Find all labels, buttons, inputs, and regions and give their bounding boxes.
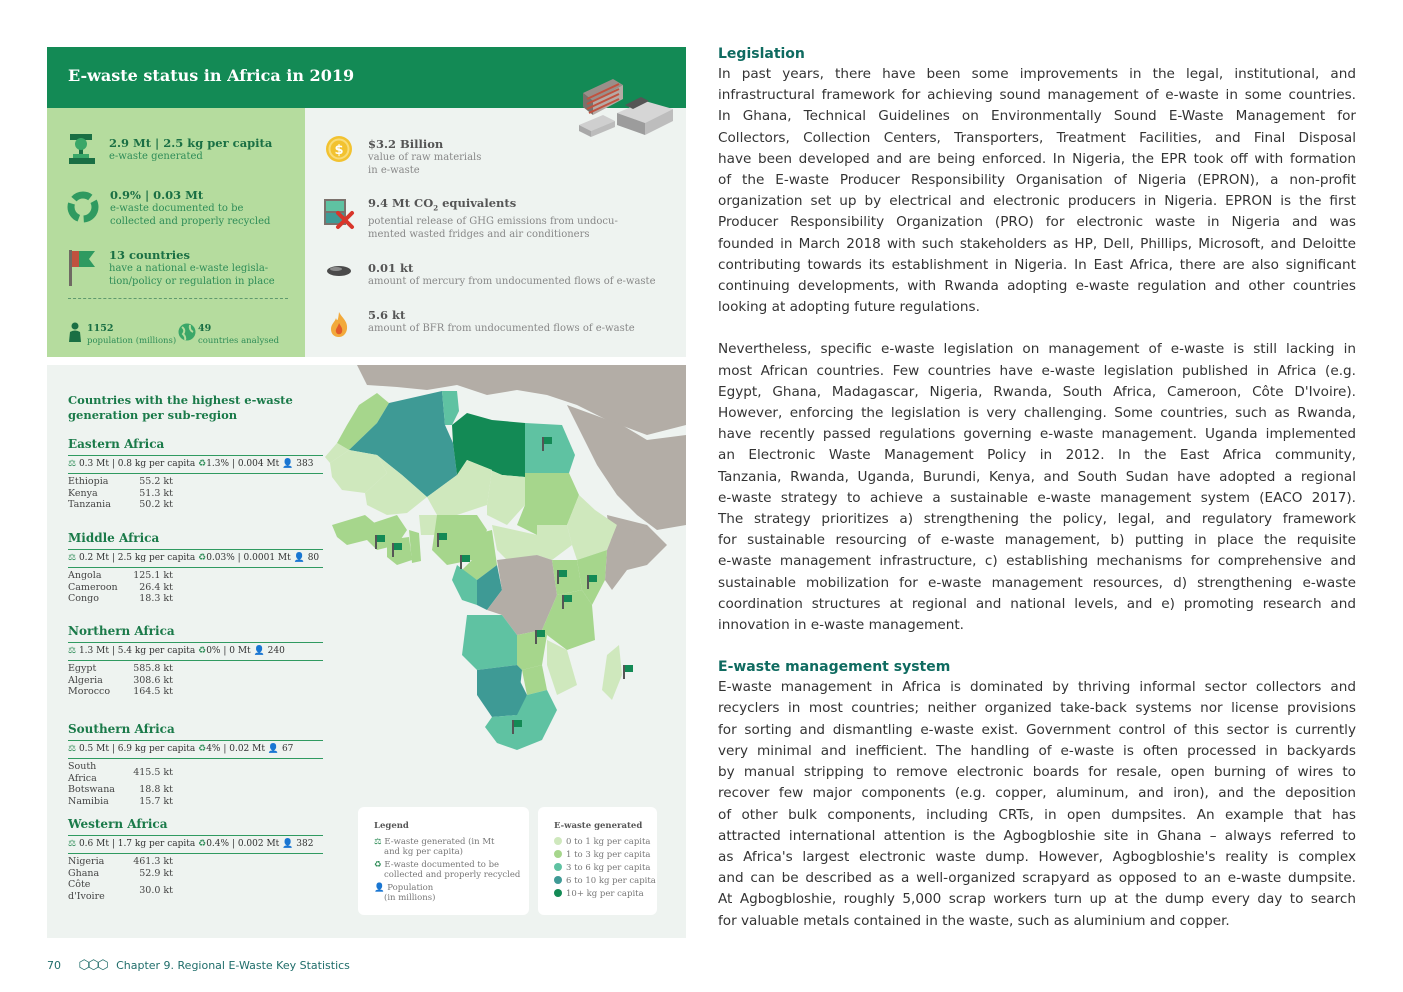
- table-row: [68, 593, 173, 605]
- scale-swatch: [554, 837, 562, 845]
- country-value: 18.3 kt: [139, 593, 173, 604]
- country-name: Côte d'Ivoire: [68, 879, 105, 902]
- text-line: organization set up by electrical and electronic producers in Nigeria. EPRON is the first: [718, 193, 1356, 210]
- text-line: e-waste management infrastructure, c) establishing mechanisms for comprehensive and: [718, 553, 1356, 570]
- country-name: Morocco: [68, 686, 111, 697]
- text-line: continuing developments, with Rwanda adopting e-waste regulation and other countries: [718, 278, 1356, 295]
- map-south-sudan: [537, 525, 572, 560]
- fire-icon: [328, 310, 350, 338]
- map-cote-divoire: [387, 537, 412, 565]
- key-stats-green: [47, 108, 305, 357]
- map-egypt: [525, 423, 575, 473]
- scale-item: [554, 850, 650, 860]
- legend-generated-1: E-waste generated (in Mt: [384, 837, 495, 847]
- text-line: of other bulk components, including CRTs, in open dumpsites. An example that has: [718, 806, 1356, 823]
- documented-desc-2: collected and properly recycled: [110, 216, 271, 227]
- region-population: 382: [296, 839, 314, 849]
- fridge-icon: [322, 197, 356, 231]
- region-population: 240: [267, 646, 285, 656]
- article: [718, 44, 1356, 932]
- country-name: Botswana: [68, 784, 115, 795]
- legend-generated-2: and kg per capita): [384, 847, 464, 857]
- country-name: Ghana: [68, 867, 100, 879]
- recycle-icon: ♻: [374, 860, 382, 870]
- legend-population-1: Population: [387, 883, 434, 893]
- country-name: Namibia: [68, 795, 109, 807]
- bfr-desc: amount of BFR from undocumented flows of e-waste: [368, 323, 635, 334]
- table-row: [68, 476, 173, 488]
- country-name: Tanzania: [68, 499, 111, 510]
- paragraph-legislation-1: [718, 64, 1356, 318]
- text-line: for valuable metals contained in the waste, such as aluminium and copper.: [718, 912, 1230, 929]
- scale-icon-small: ⚖: [68, 839, 77, 849]
- page-number: 70: [47, 959, 61, 972]
- region-western-africa: [68, 817, 323, 902]
- scale-label: 10+ kg per capita: [566, 889, 644, 899]
- region-recycled: 0.4% | 0.002 Mt: [206, 839, 280, 849]
- region-name: Middle Africa: [68, 531, 160, 545]
- countries-desc-2: tion/policy or regulation in place: [109, 276, 275, 287]
- region-generated: 0.3 Mt | 0.8 kg per capita: [78, 459, 196, 469]
- population-desc: population (millions): [87, 336, 177, 346]
- country-name: Algeria: [68, 674, 103, 686]
- table-row: [68, 570, 173, 582]
- person-icon-small: 👤: [293, 553, 305, 563]
- region-generated: 1.3 Mt | 5.4 kg per capita: [78, 646, 196, 656]
- country-value: 30.0 kt: [139, 884, 173, 896]
- section-title-management: E-waste management system: [718, 659, 951, 676]
- scale-swatch: [554, 889, 562, 897]
- legend-title: Legend: [374, 821, 409, 831]
- person-icon-small: 👤: [282, 459, 294, 469]
- page-footer: [47, 958, 350, 973]
- recycle-icon-small: ♻: [198, 646, 207, 656]
- analysed-desc: countries analysed: [198, 336, 280, 346]
- ghg-desc-1: potential release of GHG emissions from undocu-: [368, 216, 618, 228]
- country-value: 308.6 kt: [133, 674, 173, 686]
- region-population: 67: [281, 744, 294, 754]
- text-line: looking at adopting future regulations.: [718, 299, 980, 316]
- text-line: very minimal and inefficient. The handling of e-waste is often processed in backyards: [718, 742, 1356, 759]
- scale-icon-small: ⚖: [68, 646, 77, 656]
- region-name: Eastern Africa: [68, 437, 165, 451]
- countries-desc-1: have a national e-waste legisla-: [109, 263, 269, 274]
- value-desc-1: value of raw materials: [368, 152, 482, 163]
- text-line: In past years, there have been some improvements in the legal, institutional, and: [718, 66, 1356, 82]
- text-line: by manual stripping to remove electronic boards for resale, open burning of wires to: [718, 764, 1356, 781]
- country-name: Nigeria: [68, 856, 105, 867]
- country-value: 164.5 kt: [133, 686, 173, 697]
- country-value: 51.3 kt: [139, 487, 173, 499]
- ghg-value-suffix: equivalents: [438, 196, 517, 210]
- text-line: infrastructural framework for achieving sound management of e-waste in some countries.: [718, 87, 1356, 104]
- text-line: for sorting and dismantling e-waste exist. Government control of this sector is currently: [718, 721, 1356, 738]
- recycle-icon-small: ♻: [198, 459, 207, 469]
- country-name: Congo: [68, 593, 99, 604]
- scale-icon-small: ⚖: [68, 553, 77, 563]
- country-value: 15.7 kt: [139, 795, 173, 807]
- map-legend: [358, 807, 529, 915]
- svg-text:$: $: [334, 143, 344, 158]
- text-line: of the E-waste Producer Responsibility Organisation of Nigeria (EPRON), a non-profit: [718, 172, 1356, 189]
- country-value: 52.9 kt: [139, 867, 173, 879]
- region-generated: 0.6 Mt | 1.7 kg per capita: [78, 839, 196, 849]
- text-line: Collectors, Collection Centers, Transporters, Treatment Facilities, and Final Disposal: [718, 129, 1356, 146]
- text-line: e-waste strategy to achieve a sustainable e-waste management system (EACO 2017).: [718, 489, 1356, 506]
- hexagon-icons: ⬡⬡⬡: [78, 958, 107, 973]
- text-line: and can be described as a well-organized scrapyard as opposed to an e-waste dumpsite.: [718, 870, 1356, 887]
- region-recycled: 0.03% | 0.0001 Mt: [206, 553, 291, 563]
- region-northern-africa: [68, 624, 323, 698]
- documented-value: 0.9% | 0.03 Mt: [110, 188, 204, 202]
- table-row: [68, 663, 173, 675]
- text-line: contributing towards its establishment in Nigeria. In East Africa, there are also significant: [718, 256, 1356, 273]
- table-row: [68, 796, 173, 808]
- scale-icon: ⚖: [374, 837, 382, 847]
- ghg-desc-2: mented wasted fridges and air conditioners: [368, 229, 590, 241]
- text-line: E-waste management in Africa is dominated by thriving informal sector collectors and: [718, 679, 1356, 696]
- text-line: Egypt, Ghana, Madagascar, Nigeria, Rwanda, South Africa, Cameroon, Côte D'Ivoire).: [718, 383, 1356, 400]
- region-population: 80: [307, 553, 320, 563]
- region-table: [68, 856, 173, 902]
- person-icon-small: 👤: [267, 744, 280, 754]
- recycle-icon-small: ♻: [198, 553, 207, 563]
- legend-population-2: (in millions): [384, 893, 436, 903]
- legend-documented-1: E-waste documented to be: [384, 860, 500, 870]
- region-generated: 0.2 Mt | 2.5 kg per capita: [78, 553, 196, 563]
- mercury-desc: amount of mercury from undocumented flows of e-waste: [368, 276, 656, 287]
- map-zimbabwe: [522, 665, 547, 695]
- bfr-value: 5.6 kt: [368, 308, 406, 322]
- text-line: for sustainable resourcing of e-waste management, b) putting in place the requisite: [718, 532, 1356, 549]
- section-title-legislation: Legislation: [718, 46, 805, 62]
- paragraph-management: [718, 677, 1356, 931]
- scale-icon: [67, 132, 97, 168]
- globe-icon: [177, 322, 197, 342]
- person-icon: 👤: [374, 883, 385, 893]
- ghg-sub: 2: [433, 203, 439, 213]
- region-middle-africa: [68, 531, 323, 605]
- country-value: 18.8 kt: [139, 784, 173, 795]
- map-mozambique: [547, 640, 577, 695]
- person-icon: [67, 322, 83, 342]
- panel-title: E-waste status in Africa in 2019: [68, 66, 355, 85]
- region-name: Southern Africa: [68, 722, 175, 736]
- text-line: an Electronic Waste Management Policy in 2012. In the East Africa community,: [718, 447, 1356, 464]
- text-line: most African countries. Few countries have e-waste legislation published in Africa (e.g.: [718, 362, 1356, 379]
- scale-swatch: [554, 876, 562, 884]
- table-row: [68, 868, 173, 880]
- recycle-icon: [67, 191, 99, 223]
- country-name: South Africa: [68, 761, 97, 784]
- scale-icon-small: ⚖: [68, 459, 77, 469]
- analysed-value: 49: [198, 323, 212, 334]
- scale-item: [554, 889, 644, 899]
- ewaste-status-panel: [47, 47, 686, 357]
- mercury-value: 0.01 kt: [368, 261, 414, 275]
- region-southern-africa: [68, 722, 323, 807]
- value-raw-materials: $3.2 Billion: [368, 137, 444, 151]
- ghg-value: 9.4 Mt CO: [368, 196, 434, 210]
- region-table: [68, 476, 173, 511]
- text-line: At Agbogbloshie, roughly 5,000 scrap workers turn up at the dump every day to search: [718, 891, 1356, 908]
- mercury-icon: [325, 262, 353, 278]
- text-line: coordination structures at regional and national levels, and e) promoting research and: [718, 595, 1356, 612]
- scale-label: 3 to 6 kg per capita: [566, 863, 651, 873]
- divider: [68, 298, 288, 299]
- documented-desc-1: e-waste documented to be: [110, 203, 244, 214]
- text-line: as Africa's largest electronic waste dump. However, Agbogbloshie's reality is complex: [718, 848, 1356, 865]
- scale-swatch: [554, 863, 562, 871]
- table-row: [68, 499, 173, 511]
- text-line: sustainable mobilization for e-waste management resources, d) strengthening e-waste: [718, 574, 1356, 591]
- scale-icon-small: ⚖: [68, 744, 77, 754]
- recycle-icon-small: ♻: [198, 839, 207, 849]
- person-icon-small: 👤: [253, 646, 265, 656]
- person-icon-small: 👤: [282, 839, 294, 849]
- table-row: [68, 879, 173, 902]
- region-recycled: 4% | 0.02 Mt: [206, 744, 265, 754]
- value-desc-2: in e-waste: [368, 165, 420, 176]
- metal-bars-icon: [575, 75, 685, 147]
- table-row: [68, 784, 173, 796]
- scale-item: [554, 863, 650, 873]
- country-value: 55.2 kt: [139, 476, 173, 487]
- country-name: Kenya: [68, 487, 98, 499]
- text-line: However, enforcing the legislation is very challenging. Some countries, such as Rwanda,: [718, 405, 1356, 422]
- text-line: recyclers in most countries; neither organized take-back systems nor license provisions: [718, 700, 1356, 717]
- map-color-scale: [538, 807, 657, 915]
- country-name: Ethiopia: [68, 476, 109, 487]
- scale-label: 6 to 10 kg per capita: [566, 876, 656, 886]
- country-value: 125.1 kt: [133, 570, 173, 581]
- country-value: 26.4 kt: [139, 581, 173, 593]
- paragraph-legislation-2: [718, 339, 1356, 636]
- population-value: 1152: [87, 323, 114, 334]
- text-line: The strategy prioritizes a) strengthening the policy, legal, and regulatory framework: [718, 511, 1356, 528]
- coin-icon: [325, 135, 353, 163]
- scale-item: [554, 837, 650, 847]
- table-row: [68, 686, 173, 698]
- generated-value: 2.9 Mt | 2.5 kg per capita: [109, 136, 273, 150]
- text-line: founded in March 2018 with such stakeholders as HP, Dell, Phillips, Microsoft, and Deloitte: [718, 235, 1356, 252]
- text-line: Nevertheless, specific e-waste legislation on management of e-waste is still lacking in: [718, 341, 1356, 358]
- text-line: Producer Responsibility Organization (PRO) for electronic waste in Nigeria and was: [718, 214, 1356, 231]
- table-row: [68, 488, 173, 500]
- scale-label: 0 to 1 kg per capita: [566, 837, 651, 847]
- africa-map-panel: [47, 365, 686, 938]
- text-line: recover few major components (e.g. copper, aluminum, and iron), and the deposition: [718, 785, 1356, 802]
- country-name: Egypt: [68, 663, 97, 674]
- scale-swatch: [554, 850, 562, 858]
- region-name: Northern Africa: [68, 624, 175, 638]
- country-value: 50.2 kt: [139, 499, 173, 510]
- map-madagascar: [602, 645, 622, 700]
- countries-title: Countries with the highest e-waste generation per sub-region: [68, 393, 293, 422]
- region-eastern-africa: [68, 437, 323, 511]
- country-name: Angola: [68, 570, 102, 581]
- flag-icon: [67, 248, 99, 288]
- country-name: Cameroon: [68, 581, 118, 593]
- generated-desc: e-waste generated: [109, 151, 203, 162]
- country-value: 585.8 kt: [133, 663, 173, 674]
- text-line: attracted international attention is the Agbogbloshie site in Ghana – always referred to: [718, 827, 1356, 844]
- text-line: have recently passed regulations governing e-waste management. Uganda implemented: [718, 426, 1356, 443]
- region-table: [68, 761, 173, 807]
- region-generated: 0.5 Mt | 6.9 kg per capita: [78, 744, 196, 754]
- region-table: [68, 570, 173, 605]
- country-value: 415.5 kt: [133, 766, 173, 778]
- region-table: [68, 663, 173, 698]
- region-population: 383: [296, 459, 314, 469]
- scale-title: E-waste generated: [554, 821, 643, 831]
- country-value: 461.3 kt: [133, 856, 173, 867]
- legend-documented-2: collected and properly recycled: [384, 870, 521, 880]
- recycle-icon-small: ♻: [198, 744, 207, 754]
- region-recycled: 0% | 0 Mt: [206, 646, 251, 656]
- text-line: Tanzania, Rwanda, Uganda, Burundi, Kenya, and South Sudan have adopted a regional: [718, 468, 1356, 485]
- region-name: Western Africa: [68, 817, 168, 831]
- text-line: have been developed and are being enforced. In Nigeria, the EPR took off with formation: [718, 150, 1356, 167]
- table-row: [68, 856, 173, 868]
- map-uganda: [552, 560, 582, 595]
- scale-item: [554, 876, 656, 886]
- text-line: In Ghana, Technical Guidelines on Environmentally Sound E-Waste Management for: [718, 108, 1356, 125]
- chapter-label: Chapter 9. Regional E-Waste Key Statistics: [116, 959, 350, 972]
- table-row: [68, 582, 173, 594]
- text-line: innovation in e-waste management.: [718, 617, 964, 634]
- scale-label: 1 to 3 kg per capita: [566, 850, 651, 860]
- table-row: [68, 761, 173, 784]
- table-row: [68, 675, 173, 687]
- countries-value: 13 countries: [109, 248, 190, 262]
- region-recycled: 1.3% | 0.004 Mt: [206, 459, 280, 469]
